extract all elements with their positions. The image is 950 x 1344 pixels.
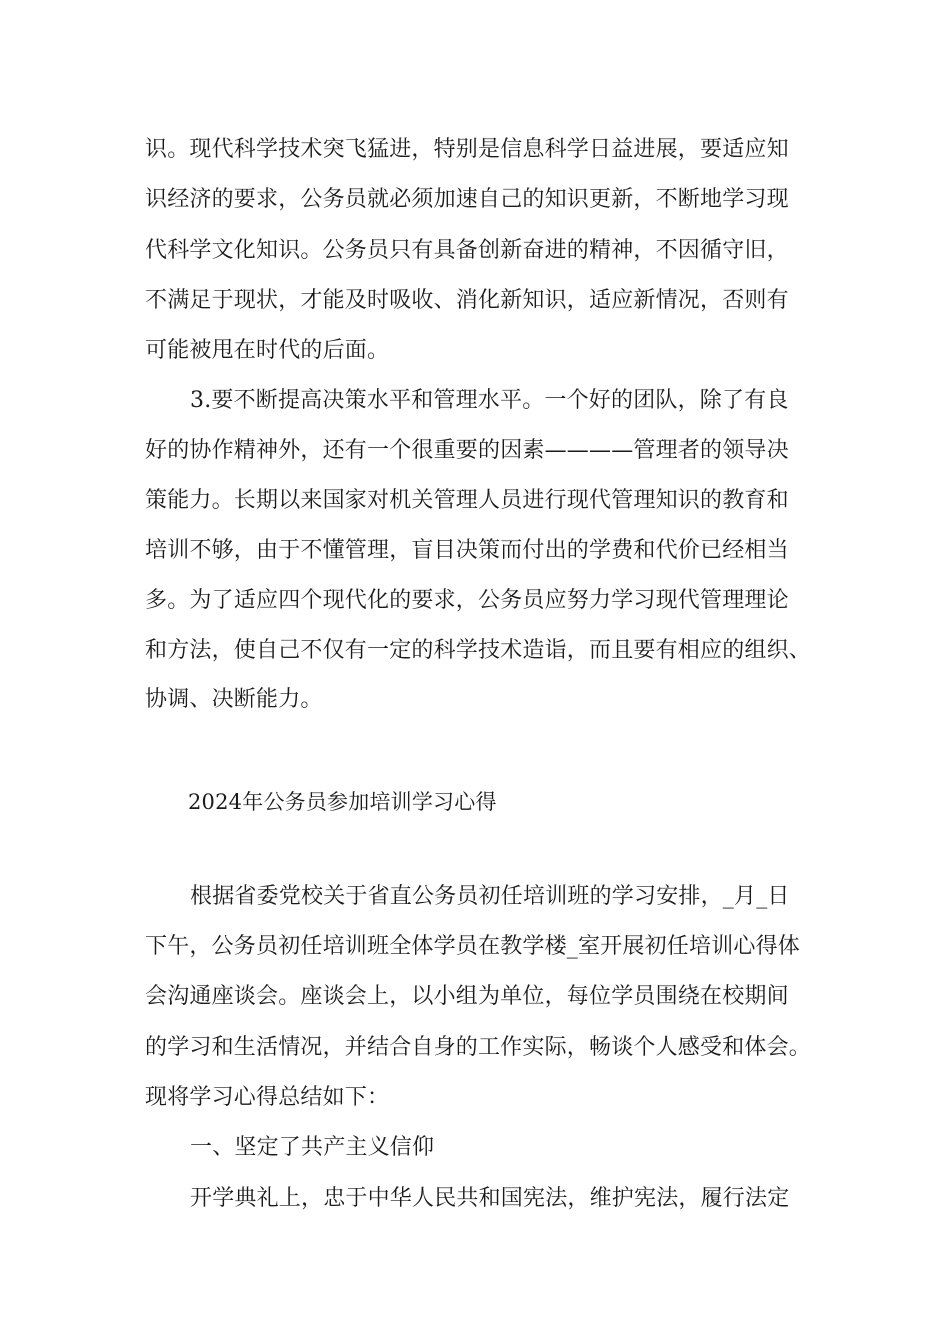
text-line: 代科学文化知识。公务员只有具备创新奋进的精神，不因循守旧， bbox=[145, 238, 789, 263]
text-line: 会沟通座谈会。座谈会上，以小组为单位，每位学员围绕在校期间 bbox=[145, 984, 789, 1009]
text-line: 不满足于现状，才能及时吸收、消化新知识，适应新情况，否则有 bbox=[145, 288, 789, 313]
text-line: 好的协作精神外，还有一个很重要的因素————管理者的领导决 bbox=[145, 438, 789, 463]
text-line: 协调、决断能力。 bbox=[145, 687, 323, 712]
text-line: 培训不够，由于不懂管理，盲目决策而付出的学费和代价已经相当 bbox=[145, 538, 789, 563]
text-line: 3.要不断提高决策水平和管理水平。一个好的团队，除了有良 bbox=[190, 388, 789, 413]
text-line: 开学典礼上，忠于中华人民共和国宪法，维护宪法，履行法定 bbox=[190, 1186, 790, 1211]
subheading: 一、坚定了共产主义信仰 bbox=[190, 1135, 435, 1160]
text-line: 根据省委党校关于省直公务员初任培训班的学习安排，_月_日 bbox=[190, 884, 790, 909]
text-line: 现将学习心得总结如下： bbox=[145, 1085, 390, 1110]
text-line: 识经济的要求，公务员就必须加速自己的知识更新，不断地学习现 bbox=[145, 187, 789, 212]
text-line: 多。为了适应四个现代化的要求，公务员应努力学习现代管理理论 bbox=[145, 588, 789, 613]
text-line: 下午，公务员初任培训班全体学员在教学楼_室开展初任培训心得体 bbox=[145, 934, 801, 959]
text-line: 和方法，使自己不仅有一定的科学技术造诣，而且要有相应的组织、 bbox=[145, 638, 812, 663]
text-line: 识。现代科学技术突飞猛进，特别是信息科学日益进展，要适应知 bbox=[145, 137, 789, 162]
text-line: 可能被甩在时代的后面。 bbox=[145, 338, 390, 363]
text-line: 的学习和生活情况，并结合自身的工作实际，畅谈个人感受和体会。 bbox=[145, 1035, 812, 1060]
section-title: 2024年公务员参加培训学习心得 bbox=[188, 790, 497, 814]
text-line: 策能力。长期以来国家对机关管理人员进行现代管理知识的教育和 bbox=[145, 488, 789, 513]
